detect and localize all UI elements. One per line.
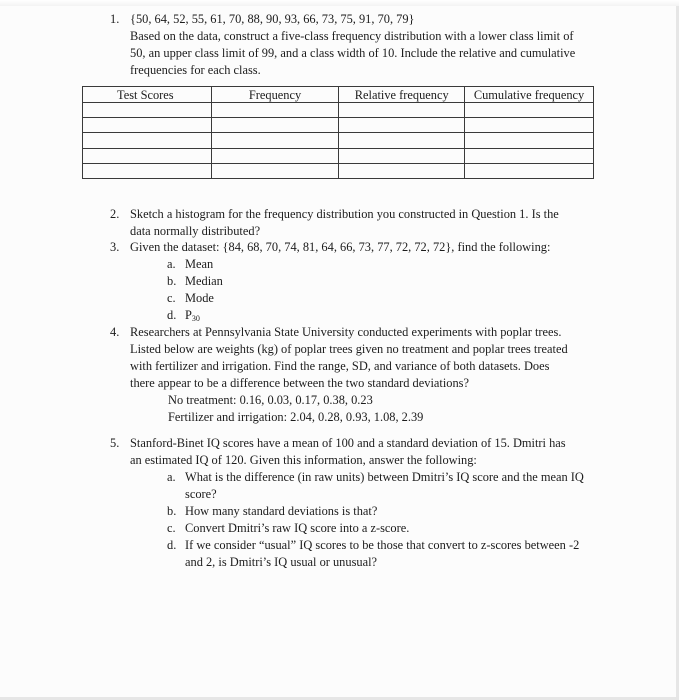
q4-text-line: there appear to be a difference between the two standard deviations? [130, 376, 469, 390]
column-header-frequency: Frequency [211, 87, 339, 103]
percentile-subscript: 30 [191, 314, 200, 323]
column-header-test-scores: Test Scores [83, 87, 212, 103]
table-cell [339, 118, 465, 133]
column-header-relative-frequency: Relative frequency [339, 87, 465, 103]
question-1 [110, 11, 610, 79]
question-number: 1. [110, 12, 120, 26]
item-text: Mean [185, 257, 214, 271]
q4-text-line: with fertilizer and irrigation. Find the range, SD, and variance of both datasets. Does [130, 359, 550, 373]
item-text: What is the difference (in raw units) between Dmitri’s IQ score and the mean IQ [185, 470, 584, 484]
q1-text-line: Based on the data, construct a five-class frequency distribution with a lower class limit of [130, 29, 574, 43]
question-number: 5. [110, 436, 120, 450]
frequency-table [82, 86, 594, 179]
item-text: If we consider “usual” IQ scores to be those that convert to z-scores between -2 [185, 538, 580, 552]
item-text: Convert Dmitri’s raw IQ score into a z-score. [185, 521, 410, 535]
q3-item-a [130, 256, 610, 273]
table-cell [211, 103, 339, 118]
table-cell [211, 163, 339, 178]
item-letter: c. [167, 291, 176, 305]
table-cell [465, 118, 594, 133]
q3-dataset: Given the dataset: {84, 68, 70, 74, 81, 64, 66, 73, 77, 72, 72, 72}, find the following: [130, 240, 551, 254]
question-number: 3. [110, 240, 120, 254]
question-4 [110, 324, 610, 426]
question-2 [110, 206, 610, 240]
page-top-edge [0, 0, 679, 6]
question-number: 2. [110, 207, 120, 221]
q2-text-line: data normally distributed? [130, 224, 261, 238]
table-cell [211, 148, 339, 163]
q5-item-d [130, 537, 610, 571]
table-cell [83, 118, 212, 133]
table-cell [339, 133, 465, 148]
question-3 [110, 239, 610, 327]
table-cell [211, 133, 339, 148]
table-cell [465, 133, 594, 148]
item-text: Median [185, 274, 223, 288]
item-letter: d. [167, 538, 177, 552]
q3-item-b [130, 273, 610, 290]
item-letter: a. [167, 257, 176, 271]
table-header-row [83, 87, 594, 103]
q5-text-line: an estimated IQ of 120. Given this information, answer the following: [130, 453, 477, 467]
item-text: score? [185, 487, 217, 501]
q4-text-line: Listed below are weights (kg) of poplar trees given no treatment and poplar trees treated [130, 342, 568, 356]
item-letter: a. [167, 470, 176, 484]
q5-item-a [130, 469, 610, 503]
table-row [83, 103, 594, 118]
table-cell [339, 148, 465, 163]
question-number: 4. [110, 325, 120, 339]
table-row [83, 148, 594, 163]
q1-text-line: frequencies for each class. [130, 63, 261, 77]
q4-dataset-no-treatment: No treatment: 0.16, 0.03, 0.17, 0.38, 0.23 [168, 393, 373, 407]
table-row [83, 133, 594, 148]
q5-item-b [130, 503, 610, 520]
q4-text-line: Researchers at Pennsylvania State University conducted experiments with poplar trees. [130, 325, 562, 339]
table-cell [465, 148, 594, 163]
q4-dataset-fertilizer: Fertilizer and irrigation: 2.04, 0.28, 0.93, 1.08, 2.39 [168, 410, 424, 424]
percentile-symbol: P [185, 308, 192, 322]
item-text: Mode [185, 291, 214, 305]
q2-text-line: Sketch a histogram for the frequency distribution you constructed in Question 1. Is the [130, 207, 559, 221]
item-letter: b. [167, 504, 177, 518]
q3-item-c [130, 290, 610, 307]
table-cell [339, 103, 465, 118]
table-cell [211, 118, 339, 133]
q5-text-line: Stanford-Binet IQ scores have a mean of 100 and a standard deviation of 15. Dmitri has [130, 436, 566, 450]
item-letter: b. [167, 274, 177, 288]
question-5 [110, 435, 610, 571]
q1-text-line: 50, an upper class limit of 99, and a class width of 10. Include the relative and cumulative [130, 46, 576, 60]
table-cell [83, 148, 212, 163]
item-text: and 2, is Dmitri’s IQ usual or unusual? [185, 555, 378, 569]
item-letter: d. [167, 308, 177, 322]
table-cell [83, 133, 212, 148]
table-cell [465, 103, 594, 118]
item-letter: c. [167, 521, 176, 535]
q5-item-c [130, 520, 610, 537]
table-cell [83, 103, 212, 118]
table-row [83, 163, 594, 178]
item-text: How many standard deviations is that? [185, 504, 378, 518]
column-header-cumulative-frequency: Cumulative frequency [465, 87, 594, 103]
table-cell [339, 163, 465, 178]
table-cell [83, 163, 212, 178]
table-cell [465, 163, 594, 178]
table-row [83, 118, 594, 133]
q1-dataset: {50, 64, 52, 55, 61, 70, 88, 90, 93, 66, 73, 75, 91, 70, 79} [130, 12, 415, 26]
